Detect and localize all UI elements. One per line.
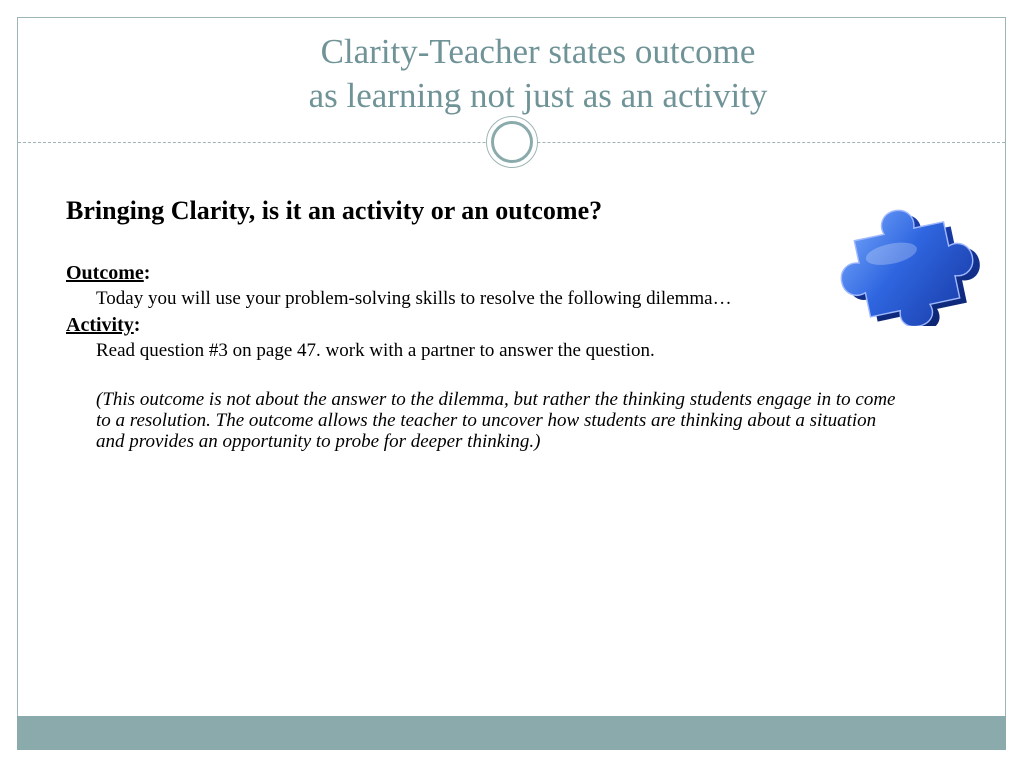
outcome-label: Outcome	[66, 262, 144, 284]
outcome-colon: :	[143, 262, 151, 284]
activity-label-line	[66, 313, 896, 337]
slide-title	[140, 30, 936, 118]
title-line-2: as learning not just as an activity	[308, 76, 768, 115]
outcome-text: Today you will use your problem-solving skills to resolve the following dilemma…	[96, 288, 732, 309]
slide-body	[66, 195, 896, 452]
activity-colon: :	[133, 314, 141, 336]
divider-ring-ornament	[486, 116, 538, 168]
activity-label: Activity	[66, 314, 134, 336]
body-heading: Bringing Clarity, is it an activity or an outcome?	[66, 196, 603, 225]
outcome-label-line	[66, 261, 896, 285]
explanatory-note: (This outcome is not about the answer to the dilemma, but rather the thinking students engage in to come to a resolution. The outcome allows the teacher to uncover how students are thinking about a situation and provides an opportunity to probe for deeper thinking.)	[96, 389, 896, 452]
footer-band	[17, 716, 1006, 750]
puzzle-piece-icon	[830, 182, 1008, 326]
activity-text: Read question #3 on page 47. work with a partner to answer the question.	[96, 340, 655, 361]
title-line-1: Clarity-Teacher states outcome	[320, 32, 756, 71]
